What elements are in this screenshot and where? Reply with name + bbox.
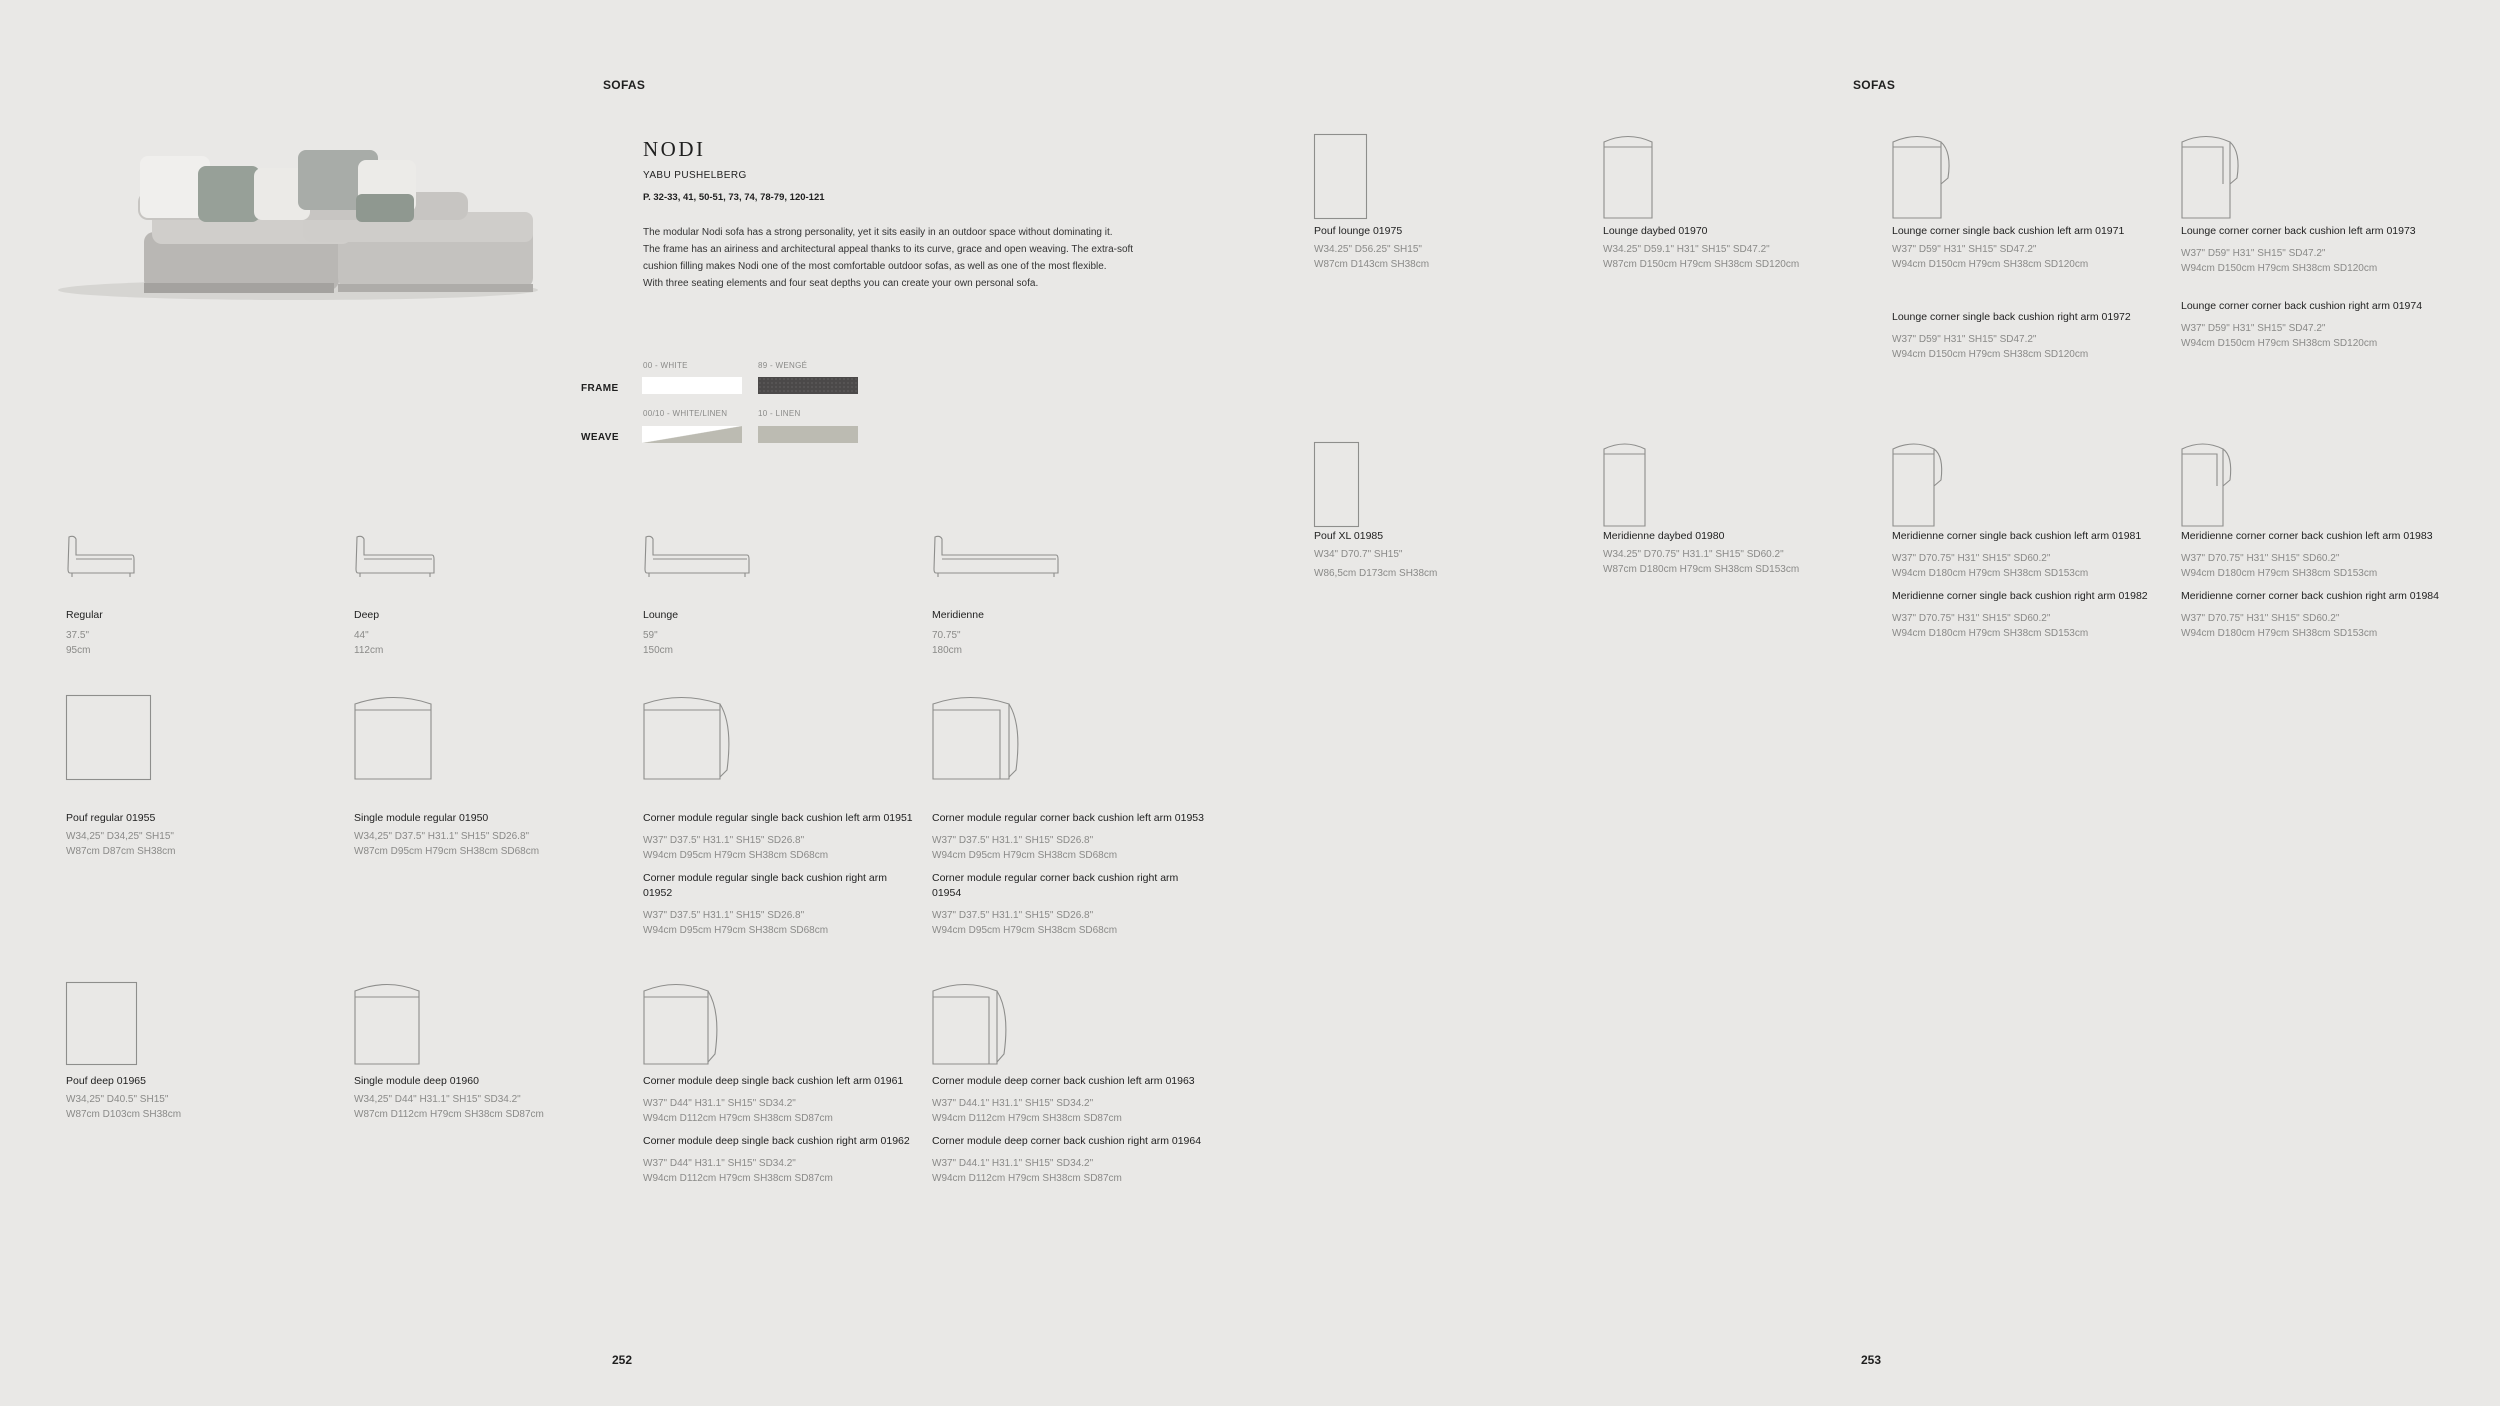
item-name: Corner module deep single back cushion left arm 01961	[643, 1075, 904, 1087]
single-module-regular-drawing	[354, 695, 434, 781]
item-dims-cm: W94cm D95cm H79cm SH38cm SD68cm	[643, 849, 829, 861]
item-name: Lounge corner single back cushion right arm 01972	[1892, 311, 2131, 323]
item-dims-inch: W37" D44.1" H31.1" SH15" SD34.2"	[932, 1158, 1094, 1169]
item-dims-inch: W34,25" D34,25" SH15"	[66, 831, 174, 842]
meridienne-side-icon	[932, 535, 1060, 587]
item-name: Meridienne corner corner back cushion left arm 01983	[2181, 530, 2433, 542]
item-dims-inch: W37" D70.75" H31" SH15" SD60.2"	[1892, 613, 2051, 624]
meridienne-daybed-drawing	[1603, 442, 1649, 528]
depth-name: Regular	[66, 609, 103, 621]
item-name: Meridienne corner corner back cushion right arm 01984	[2181, 590, 2439, 602]
lounge-corner-corner-item	[2181, 224, 2441, 351]
swatch-caption: 10 - LINEN	[758, 409, 801, 418]
lounge-daybed-drawing	[1603, 134, 1655, 220]
deep-side-icon	[354, 535, 436, 587]
page-references: P. 32-33, 41, 50-51, 73, 74, 78-79, 120-121	[643, 192, 825, 203]
item-dims-inch: W34,25" D44" H31.1" SH15" SD34.2"	[354, 1094, 521, 1105]
item-dims-inch: W37" D70.75" H31" SH15" SD60.2"	[1892, 553, 2051, 564]
item-dims-cm: W87cm D87cm SH38cm	[66, 845, 176, 857]
item-dims-cm: W94cm D112cm H79cm SH38cm SD87cm	[932, 1112, 1122, 1124]
item-dims-cm: W94cm D150cm H79cm SH38cm SD120cm	[2181, 262, 2378, 274]
item-dims-inch: W37" D59" H31" SH15" SD47.2"	[2181, 323, 2326, 334]
item-dims-inch: W37" D44.1" H31.1" SH15" SD34.2"	[932, 1098, 1094, 1109]
item-dims-cm: W87cm D180cm H79cm SH38cm SD153cm	[1603, 563, 1800, 575]
item-dims-inch: W34,25" D40.5" SH15"	[66, 1094, 169, 1105]
item-name: Lounge daybed 01970	[1603, 225, 1708, 237]
item-dims-cm: W94cm D95cm H79cm SH38cm SD68cm	[932, 849, 1118, 861]
lounge-side-icon	[643, 535, 751, 587]
corner-regular-corner-drawing	[932, 695, 1022, 781]
lounge-daybed-item	[1603, 224, 1873, 272]
item-dims-cm: W94cm D95cm H79cm SH38cm SD68cm	[932, 924, 1118, 936]
item-dims-cm: W87cm D95cm H79cm SH38cm SD68cm	[354, 845, 540, 857]
item-dims-cm: W87cm D112cm H79cm SH38cm SD87cm	[354, 1108, 544, 1120]
item-dims-inch: W37" D37.5" H31.1" SH15" SD26.8"	[643, 910, 805, 921]
product-title: NODI	[643, 137, 706, 161]
item-dims-cm: W94cm D112cm H79cm SH38cm SD87cm	[643, 1112, 833, 1124]
pouf-xl-item	[1314, 529, 1584, 581]
item-name: Corner module regular corner back cushion left arm 01953	[932, 812, 1204, 824]
pouf-lounge-drawing	[1314, 134, 1368, 220]
item-dims-inch: W37" D44" H31.1" SH15" SD34.2"	[643, 1098, 796, 1109]
frame-label: FRAME	[581, 383, 619, 394]
lounge-corner-single-drawing	[1892, 134, 1954, 220]
item-dims-cm: W94cm D150cm H79cm SH38cm SD120cm	[1892, 348, 2089, 360]
depth-cm: 112cm	[354, 644, 384, 656]
item-dims-cm: W87cm D143cm SH38cm	[1314, 258, 1430, 270]
item-dims-cm: W94cm D95cm H79cm SH38cm SD68cm	[643, 924, 829, 936]
depth-name: Meridienne	[932, 609, 984, 621]
corner-deep-corner-drawing	[932, 982, 1010, 1066]
meridienne-corner-corner-item	[2181, 529, 2441, 641]
swatch-wenge	[758, 377, 858, 394]
weave-label: WEAVE	[581, 432, 619, 443]
depth-cm: 95cm	[66, 644, 91, 656]
pouf-xl-drawing	[1314, 442, 1360, 528]
item-dims-inch: W34.25" D59.1" H31" SH15" SD47.2"	[1603, 244, 1770, 255]
item-dims-inch: W34" D70.7" SH15"	[1314, 549, 1403, 560]
item-name: Meridienne daybed 01980	[1603, 530, 1725, 542]
item-name: Pouf regular 01955	[66, 812, 156, 824]
swatch-white	[642, 377, 742, 394]
single-module-deep-item	[354, 1074, 624, 1122]
swatch-caption: 89 - WENGÉ	[758, 361, 808, 370]
item-dims-inch: W37" D44" H31.1" SH15" SD34.2"	[643, 1158, 796, 1169]
section-label: SOFAS	[603, 78, 646, 92]
swatch-linen	[758, 426, 858, 443]
item-name: Pouf lounge 01975	[1314, 225, 1403, 237]
item-name: Lounge corner corner back cushion right arm 01974	[2181, 300, 2423, 312]
item-dims-inch: W37" D70.75" H31" SH15" SD60.2"	[2181, 613, 2340, 624]
item-dims-cm: W94cm D150cm H79cm SH38cm SD120cm	[1892, 258, 2089, 270]
item-dims-cm: W94cm D180cm H79cm SH38cm SD153cm	[2181, 567, 2378, 579]
section-label: SOFAS	[1853, 78, 1896, 92]
product-description	[643, 224, 1198, 292]
lounge-corner-corner-drawing	[2181, 134, 2243, 220]
page-number: 252	[612, 1353, 633, 1367]
item-dims-inch: W37" D59" H31" SH15" SD47.2"	[1892, 334, 2037, 345]
depth-deep	[354, 608, 383, 658]
corner-regular-single-item	[643, 811, 918, 938]
item-dims-inch: W37" D59" H31" SH15" SD47.2"	[2181, 248, 2326, 259]
description-line: With three seating elements and four seat depths you can create your own personal sofa.	[643, 278, 1039, 289]
item-dims-cm: W94cm D112cm H79cm SH38cm SD87cm	[643, 1172, 833, 1184]
corner-deep-single-drawing	[643, 982, 721, 1066]
item-dims-cm: W94cm D180cm H79cm SH38cm SD153cm	[2181, 627, 2378, 639]
item-name: Lounge corner corner back cushion left arm 01973	[2181, 225, 2416, 237]
single-module-regular-item	[354, 811, 624, 859]
item-dims-inch: W34.25" D70.75" H31.1" SH15" SD60.2"	[1603, 549, 1784, 560]
item-dims-cm: W94cm D180cm H79cm SH38cm SD153cm	[1892, 627, 2089, 639]
depth-meridienne	[932, 608, 984, 658]
item-name: Pouf XL 01985	[1314, 530, 1384, 542]
lounge-corner-single-item	[1892, 224, 2167, 362]
meridienne-daybed-item	[1603, 529, 1873, 577]
meridienne-corner-corner-drawing	[2181, 442, 2235, 528]
item-dims-inch: W34,25" D37.5" H31.1" SH15" SD26.8"	[354, 831, 530, 842]
item-name: Pouf deep 01965	[66, 1075, 146, 1087]
regular-side-icon	[66, 535, 136, 587]
item-name: Corner module regular single back cushion right arm 01952	[643, 872, 887, 899]
depth-regular	[66, 608, 103, 658]
item-name: Corner module regular corner back cushion right arm 01954	[932, 872, 1179, 899]
item-name: Corner module deep corner back cushion left arm 01963	[932, 1075, 1195, 1087]
swatch-caption: 00/10 - WHITE/LINEN	[643, 409, 728, 418]
item-dims-inch: W37" D59" H31" SH15" SD47.2"	[1892, 244, 2037, 255]
swatch-caption: 00 - WHITE	[643, 361, 688, 370]
item-dims-cm: W94cm D150cm H79cm SH38cm SD120cm	[2181, 337, 2378, 349]
item-dims-cm: W86,5cm D173cm SH38cm	[1314, 567, 1438, 579]
depth-name: Lounge	[643, 609, 679, 621]
item-dims-cm: W94cm D180cm H79cm SH38cm SD153cm	[1892, 567, 2089, 579]
single-module-deep-drawing	[354, 982, 422, 1066]
depth-name: Deep	[354, 609, 380, 621]
meridienne-corner-single-drawing	[1892, 442, 1946, 528]
item-dims-inch: W37" D70.75" H31" SH15" SD60.2"	[2181, 553, 2340, 564]
pouf-regular-item	[66, 811, 336, 859]
item-dims-cm: W94cm D112cm H79cm SH38cm SD87cm	[932, 1172, 1122, 1184]
depth-inch: 59"	[643, 630, 658, 641]
item-name: Corner module deep single back cushion right arm 01962	[643, 1135, 910, 1147]
description-line: cushion filling makes Nodi one of the most comfortable outdoor sofas, as well as one of the most flexible.	[643, 261, 1107, 272]
item-dims-inch: W37" D37.5" H31.1" SH15" SD26.8"	[932, 835, 1094, 846]
item-name: Single module regular 01950	[354, 812, 489, 824]
corner-deep-single-item	[643, 1074, 918, 1186]
designer-name: YABU PUSHELBERG	[643, 170, 747, 181]
depth-inch: 44"	[354, 630, 369, 641]
item-name: Corner module deep corner back cushion right arm 01964	[932, 1135, 1202, 1147]
depth-cm: 150cm	[643, 644, 674, 656]
pouf-regular-drawing	[66, 695, 152, 781]
pouf-lounge-item	[1314, 224, 1584, 272]
item-name: Meridienne corner single back cushion left arm 01981	[1892, 530, 2142, 542]
sofa-photo	[48, 138, 578, 328]
swatch-white-linen	[642, 426, 742, 443]
corner-regular-corner-item	[932, 811, 1207, 938]
item-name: Meridienne corner single back cushion right arm 01982	[1892, 590, 2148, 602]
item-dims-cm: W87cm D150cm H79cm SH38cm SD120cm	[1603, 258, 1800, 270]
corner-regular-single-drawing	[643, 695, 733, 781]
item-name: Single module deep 01960	[354, 1075, 479, 1087]
item-dims-inch: W34.25" D56.25" SH15"	[1314, 244, 1422, 255]
depth-lounge	[643, 608, 678, 658]
pouf-deep-drawing	[66, 982, 138, 1066]
item-dims-inch: W37" D37.5" H31.1" SH15" SD26.8"	[932, 910, 1094, 921]
item-dims-cm: W87cm D103cm SH38cm	[66, 1108, 182, 1120]
description-line: The frame has an airiness and architectural appeal thanks to its curve, grace and open weaving. The extra-soft	[643, 244, 1134, 255]
description-line: The modular Nodi sofa has a strong personality, yet it sits easily in an outdoor space without dominating it.	[643, 227, 1113, 238]
item-dims-inch: W37" D37.5" H31.1" SH15" SD26.8"	[643, 835, 805, 846]
corner-deep-corner-item	[932, 1074, 1207, 1186]
page-number: 253	[1861, 1353, 1882, 1367]
depth-inch: 37.5"	[66, 630, 90, 641]
pouf-deep-item	[66, 1074, 336, 1122]
item-name: Lounge corner single back cushion left arm 01971	[1892, 225, 2125, 237]
depth-inch: 70.75"	[932, 630, 961, 641]
item-name: Corner module regular single back cushion left arm 01951	[643, 812, 913, 824]
depth-cm: 180cm	[932, 644, 963, 656]
meridienne-corner-single-item	[1892, 529, 2167, 641]
